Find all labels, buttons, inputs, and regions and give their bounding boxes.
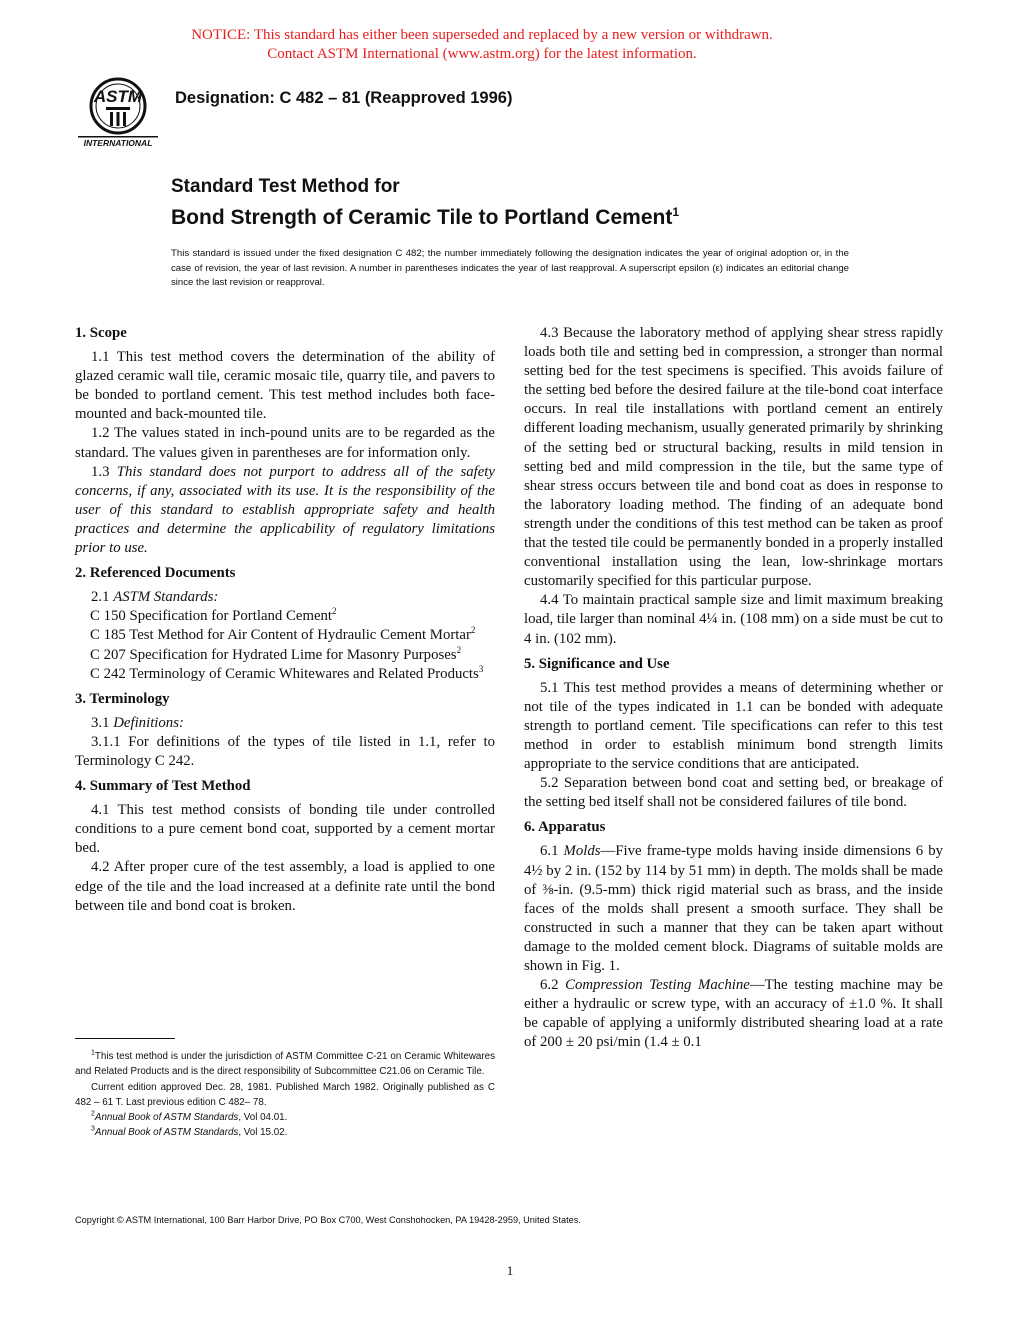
reference-c207	[75, 646, 495, 665]
section-heading-apparatus: 6. Apparatus	[524, 819, 606, 836]
title-line-2	[171, 199, 679, 231]
logo-subtext: INTERNATIONAL	[83, 138, 153, 148]
paragraph-2-1-number: 2.1	[91, 589, 114, 606]
page-number: 1	[506, 1263, 514, 1278]
reference-c150	[75, 607, 495, 626]
title-footnote-mark: 1	[672, 205, 680, 219]
designation: Designation: C 482 – 81 (Reapproved 1996)	[175, 89, 513, 107]
footnote-2-book: Annual Book of ASTM Standards	[94, 1112, 239, 1124]
reference-c185-text: C 185 Test Method for Air Content of Hydraulic Cement Mortar	[90, 627, 471, 644]
paragraph-3-1-number: 3.1	[91, 714, 114, 731]
paragraph-1-3-text: This standard does not purport to address all of the safety concerns, if any, associated with its use. It is the responsibility of the user of this standard to establish appropriate safety and health practices and determine the applicability of regulatory limitations prior to use.	[75, 463, 495, 557]
footnote-divider	[75, 1038, 175, 1039]
section-heading-significance: 5. Significance and Use	[524, 655, 670, 672]
paragraph-6-2-term: Compression Testing Machine	[565, 977, 750, 994]
paragraph-4-4: 4.4 To maintain practical sample size and limit maximum breaking load, tile larger than nominal 4¼ in. (108 mm) on a side must be cut to 4 in. (102 mm).	[524, 592, 943, 647]
paragraph-1-3	[75, 463, 495, 558]
reference-c242-text: C 242 Terminology of Ceramic Whitewares and Related Products	[90, 665, 479, 682]
issuance-note: This standard is issued under the fixed designation C 482; the number immediately following the designation indicates the year of original adoption or, in the case of revision, the year of last revision. A number in parentheses indicates the year of last reapproval. A superscript epsilon (ε) indicates an editorial change since the last revision or reapproval.	[171, 248, 849, 288]
right-column	[524, 324, 943, 1052]
notice-line-1: NOTICE: This standard has either been superseded and replaced by a new version or withdrawn.	[191, 27, 773, 43]
reference-c150-footnote: 2	[332, 606, 337, 617]
supersession-notice	[0, 26, 964, 64]
paragraph-6-2-text: —The testing machine may be either a hydraulic or screw type, with an accuracy of ±1.0 %. It shall be capable of applying a uniformly distributed shearing load at a rate of 200 ± 20 psi/min (1.4 ± 0.1	[524, 977, 943, 1051]
footnote-3-volume: , Vol 15.02.	[238, 1127, 288, 1139]
footnote-1	[75, 1049, 495, 1080]
title-line-1: Standard Test Method for	[171, 176, 400, 197]
paragraph-1-2: 1.2 The values stated in inch-pound units are to be regarded as the standard. The values given in parentheses are for information only.	[75, 425, 495, 461]
paragraph-4-1: 4.1 This test method consists of bonding tile under controlled conditions to a pure cement bond coat, supported by a cement mortar bed.	[75, 802, 495, 857]
paragraph-5-2: 5.2 Separation between bond coat and setting bed, or breakage of the setting bed itself shall not be considered failures of tile bond.	[524, 775, 943, 811]
reference-c185	[75, 626, 495, 645]
paragraph-6-1-text: —Five frame-type molds having inside dimensions 6 by 4½ by 2 in. (152 by 114 by 51 mm) in depth. The molds shall be made of ⅜-in. (9.5-mm) thick rigid material such as brass, and the inside faces of the molds shall present a smooth surface. They shall be constructed in such a manner that they can be taken apart without damage to the molded cement block. Diagrams of suitable molds are shown in Fig. 1.	[524, 843, 943, 974]
paragraph-2-1-text: ASTM Standards:	[113, 589, 219, 606]
section-heading-terminology: 3. Terminology	[75, 690, 170, 707]
notice-line-2: Contact ASTM International (www.astm.org) for the latest information.	[267, 46, 697, 62]
footnote-1-mark: 1	[91, 1049, 95, 1057]
paragraph-6-2-number: 6.2	[540, 977, 566, 994]
footnote-3	[75, 1125, 495, 1140]
paragraph-6-1	[524, 842, 943, 976]
footnote-1-text: This test method is under the jurisdiction of ASTM Committee C-21 on Ceramic Whitewares and Related Products and is the direct responsibility of Subcommittee C21.06 on Ceramic Tile.	[75, 1051, 495, 1078]
reference-c242-footnote: 3	[478, 663, 484, 674]
section-heading-scope: 1. Scope	[75, 325, 127, 341]
footnote-1-edition: Current edition approved Dec. 28, 1981. Published March 1982. Originally published as C 482 – 61 T. Last previous edition C 482– 78.	[75, 1081, 495, 1108]
paragraph-4-3: 4.3 Because the laboratory method of applying shear stress rapidly loads both tile and setting bed in compression, a stronger than normal setting bed for the test specimens is specified. This avoids failure of the setting bed before the desired failure at the tile-bond coat interface occurs. In real tile installations with portland cement an entirely different loading mechanism, usually generated primarily by shrinking of the setting bed or structural backing, results in mild tension in setting bed and mild compression in the tile, but the same type of shear stress occurs between tile and bond coat as does in response to the laboratory loading method. The finding of an adequate bond strength under the conditions of this test method can be taken as proof that the tested tile could be permanently bonded in a properly installed conventional installation using the lean, low-shrinkage mortars customarily specified for this particular purpose.	[524, 325, 943, 590]
reference-c150-text: C 150 Specification for Portland Cement	[90, 608, 333, 625]
footnote-2-mark: 2	[91, 1110, 95, 1118]
copyright-line: Copyright © ASTM International, 100 Barr Harbor Drive, PO Box C700, West Conshohocken, PA 19428-2959, United States.	[75, 1215, 581, 1225]
astm-logo-icon	[76, 74, 160, 150]
title-main: Bond Strength of Ceramic Tile to Portland Cement	[171, 206, 673, 229]
paragraph-1-3-number: 1.3	[91, 463, 117, 480]
footnote-3-book: Annual Book of ASTM Standards	[94, 1127, 239, 1139]
document-title	[171, 175, 679, 231]
footnote-2-volume: , Vol 04.01.	[238, 1112, 288, 1124]
paragraph-1-1: 1.1 This test method covers the determination of the ability of glazed ceramic wall tile, ceramic mosaic tile, quarry tile, and pavers to be bonded to portland cement. This test method includes both face-mounted and back-mounted tile.	[75, 349, 495, 423]
footnotes	[75, 1049, 495, 1141]
left-column	[75, 324, 495, 916]
paragraph-6-2	[524, 976, 943, 1052]
reference-c207-text: C 207 Specification for Hydrated Lime for Masonry Purposes	[90, 646, 457, 663]
paragraph-3-1-1: 3.1.1 For definitions of the types of tile listed in 1.1, refer to Terminology C 242.	[75, 733, 495, 769]
paragraph-2-1	[75, 588, 495, 607]
reference-c207-footnote: 2	[456, 644, 462, 655]
section-heading-referenced-documents: 2. Referenced Documents	[75, 565, 236, 582]
paragraph-3-1	[75, 714, 495, 733]
reference-c242	[75, 665, 495, 684]
paragraph-4-2: 4.2 After proper cure of the test assembly, a load is applied to one edge of the tile and the load increased at a definite rate until the bond between tile and bond coat is broken.	[75, 859, 495, 914]
footnote-3-mark: 3	[91, 1126, 95, 1134]
paragraph-3-1-text: Definitions:	[113, 714, 184, 731]
logo-wordmark: ASTM	[93, 87, 143, 106]
paragraph-5-1: 5.1 This test method provides a means of determining whether or not tile of the types indicated in 1.1 can be bonded with adequate strength to portland cement. Tile specifications can refer to this test method in order to establish minimum bond strength limits appropriate to the service conditions that are anticipated.	[524, 679, 943, 773]
paragraph-6-1-number: 6.1	[540, 843, 564, 860]
paragraph-6-1-term: Molds	[563, 843, 601, 860]
reference-c185-footnote: 2	[470, 625, 476, 636]
section-heading-summary: 4. Summary of Test Method	[75, 778, 251, 795]
footnote-2	[75, 1110, 495, 1125]
